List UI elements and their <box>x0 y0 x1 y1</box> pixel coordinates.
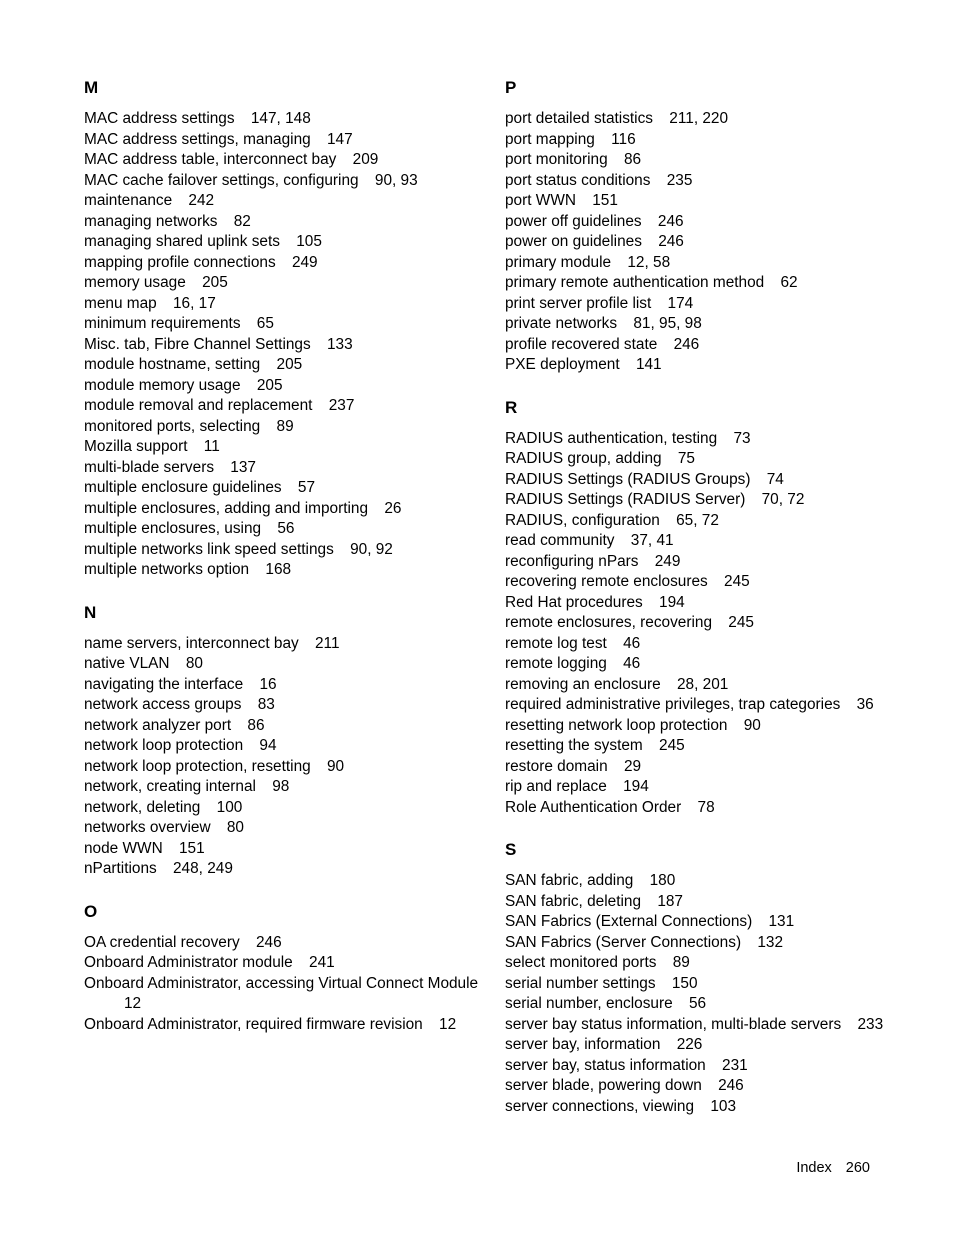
index-section-s <box>505 840 885 1117</box>
index-entry-term: Onboard Administrator, accessing Virtual Connect Module <box>84 974 479 992</box>
index-entry-term: server blade, powering down <box>505 1077 702 1094</box>
index-entry-term: required administrative privileges, trap categories <box>505 696 841 713</box>
index-entry-term: select monitored ports <box>505 954 657 971</box>
index-entry-term: memory usage <box>84 274 186 291</box>
index-entry-term: port monitoring <box>505 151 608 168</box>
index-entry-term: multiple enclosures, using <box>84 520 262 537</box>
section-spacer <box>84 880 484 902</box>
index-entry-page-link[interactable]: 131 <box>768 913 795 930</box>
index-entry-term: module hostname, setting <box>84 356 261 373</box>
index-entry <box>505 511 885 532</box>
index-entry-term: SAN fabric, deleting <box>505 892 642 910</box>
index-entry <box>505 974 885 995</box>
index-entry-term: MAC address settings, managing <box>84 130 311 148</box>
index-entry-term: SAN fabric, adding <box>505 872 634 889</box>
section-spacer <box>505 376 885 398</box>
index-entry-page-link[interactable]: 116 <box>611 130 636 148</box>
index-entry-page-link[interactable]: 90 <box>743 716 761 734</box>
index-entry <box>84 253 484 274</box>
index-entry <box>505 449 885 470</box>
index-entry <box>505 572 885 593</box>
index-entry-term: remote logging <box>505 655 607 672</box>
page-footer <box>796 1158 870 1178</box>
index-entry-term: multi-blade servers <box>84 458 215 476</box>
section-spacer <box>505 818 885 840</box>
index-entry-page-link[interactable]: 28, 201 <box>676 675 729 693</box>
index-entry <box>84 634 484 655</box>
index-entry-page-link[interactable]: 29 <box>623 757 642 775</box>
index-entry-page-link[interactable]: 249 <box>654 552 681 570</box>
index-entry-term: RADIUS authentication, testing <box>505 429 718 447</box>
index-entry-page-link[interactable]: 174 <box>667 294 694 312</box>
index-entry-page-link[interactable]: 194 <box>623 778 649 795</box>
index-section-o <box>84 902 484 1036</box>
index-entry-list <box>84 109 484 581</box>
section-letter-heading: O <box>84 901 98 921</box>
index-section-r <box>505 398 885 819</box>
index-entry <box>505 933 885 954</box>
index-entry-page-link[interactable]: 57 <box>297 479 316 496</box>
index-entry-page-link[interactable]: 249 <box>291 253 318 271</box>
index-entry-page-link[interactable]: 194 <box>659 593 685 611</box>
index-entry-term: MAC cache failover settings, configuring <box>84 171 359 189</box>
index-entry-page-link[interactable]: 237 <box>328 397 355 414</box>
index-entry-page-link[interactable]: 137 <box>230 458 256 476</box>
index-entry-page-link[interactable]: 89 <box>276 417 294 435</box>
index-entry <box>505 777 885 798</box>
index-entry <box>84 130 484 151</box>
index-entry <box>505 253 885 274</box>
page-number: 260 <box>845 1160 870 1176</box>
index-entry-page-link[interactable]: 86 <box>247 716 265 734</box>
index-entry-page-link[interactable]: 73 <box>733 429 751 447</box>
index-entry-term: SAN Fabrics (External Connections) <box>505 913 753 930</box>
index-entry-page-link[interactable]: 245 <box>724 573 750 590</box>
index-entry <box>84 798 484 819</box>
index-entry <box>84 478 484 499</box>
index-entry-list <box>505 871 885 1117</box>
index-entry-term: Role Authentication Order <box>505 798 682 816</box>
index-entry-page-link[interactable]: 235 <box>666 171 693 189</box>
index-entry <box>84 335 484 356</box>
index-entry-term: serial number, enclosure <box>505 995 673 1012</box>
index-entry-term: monitored ports, selecting <box>84 417 261 435</box>
footer-label: Index <box>796 1160 832 1176</box>
index-section-p <box>505 78 885 376</box>
index-entry <box>84 933 484 954</box>
index-entry <box>84 540 484 561</box>
index-entry <box>84 171 484 192</box>
index-entry-term: network analyzer port <box>84 716 232 734</box>
index-entry-page-link[interactable]: 82 <box>233 212 251 230</box>
index-entry-page-link[interactable]: 65, 72 <box>676 511 719 529</box>
index-entry-page-link[interactable]: 147, 148 <box>250 110 311 127</box>
index-entry-term: private networks <box>505 315 618 332</box>
left-index-column <box>84 78 484 1035</box>
index-entry-page-link[interactable]: 245 <box>659 737 685 754</box>
index-entry-page-link[interactable]: 205 <box>202 274 228 291</box>
index-entry-term: name servers, interconnect bay <box>84 634 299 652</box>
index-entry-term: multiple enclosures, adding and importing <box>84 499 369 517</box>
index-entry <box>505 552 885 573</box>
index-entry <box>84 314 484 335</box>
index-entry-term: managing shared uplink sets <box>84 233 280 250</box>
index-entry-term: minimum requirements <box>84 315 241 332</box>
index-section-m <box>84 78 484 581</box>
index-entry <box>84 458 484 479</box>
index-entry <box>84 777 484 798</box>
index-entry-term: menu map <box>84 294 157 312</box>
index-entry-page-link[interactable]: 226 <box>676 1036 703 1053</box>
index-entry <box>505 736 885 757</box>
index-entry <box>505 1097 885 1118</box>
section-letter-heading: S <box>505 840 517 859</box>
index-entry-term: multiple networks option <box>84 561 250 578</box>
index-entry <box>505 613 885 634</box>
index-entry-page-link[interactable]: 98 <box>272 778 290 795</box>
index-entry-term: power on guidelines <box>505 233 642 250</box>
index-entry <box>505 892 885 913</box>
index-entry-page-link[interactable]: 12 <box>124 995 142 1012</box>
index-entry-page-link[interactable]: 56 <box>688 995 707 1012</box>
index-entry-page-link[interactable]: 151 <box>592 192 618 209</box>
index-entry <box>505 675 885 696</box>
index-entry <box>505 531 885 552</box>
index-entry <box>505 490 885 511</box>
index-entry-term: managing networks <box>84 212 218 230</box>
index-entry-page-link[interactable]: 103 <box>710 1097 737 1115</box>
index-entry-page-link[interactable]: 187 <box>657 892 683 910</box>
index-entry-page-link[interactable]: 46 <box>623 634 641 652</box>
index-entry <box>84 499 484 520</box>
index-entry-term: Misc. tab, Fibre Channel Settings <box>84 335 311 353</box>
index-entry-page-link[interactable]: 248, 249 <box>173 860 233 877</box>
index-entry-page-link[interactable]: 86 <box>623 151 642 168</box>
index-entry <box>84 109 484 130</box>
index-entry <box>84 417 484 438</box>
index-entry <box>84 519 484 540</box>
index-entry-list <box>84 933 484 1036</box>
section-letter-heading: R <box>505 397 518 417</box>
index-entry <box>505 130 885 151</box>
index-entry-page-link[interactable]: 80 <box>185 655 203 672</box>
index-entry-term: native VLAN <box>84 655 170 672</box>
index-entry <box>505 654 885 675</box>
index-entry-page-link[interactable]: 90, 92 <box>350 540 393 558</box>
index-entry <box>505 912 885 933</box>
index-entry <box>505 1076 885 1097</box>
index-entry-term: read community <box>505 532 615 549</box>
index-entry-term: nPartitions <box>84 860 157 877</box>
index-entry <box>84 818 484 839</box>
index-entry-page-link[interactable]: 242 <box>188 192 215 209</box>
right-index-column <box>505 78 885 1117</box>
index-entry-term: port WWN <box>505 192 576 209</box>
index-entry <box>505 429 885 450</box>
index-entry-page-link[interactable]: 75 <box>677 450 695 467</box>
index-entry-term: multiple networks link speed settings <box>84 540 334 558</box>
index-entry-page-link[interactable]: 89 <box>672 954 690 971</box>
index-entry <box>84 355 484 376</box>
index-entry-page-link[interactable]: 80 <box>226 819 244 836</box>
index-entry-page-link[interactable]: 65 <box>256 315 274 332</box>
index-entry-term: MAC address table, interconnect bay <box>84 151 337 168</box>
index-entry <box>84 716 484 737</box>
index-entry <box>505 1035 885 1056</box>
index-entry-term: mapping profile connections <box>84 253 276 271</box>
index-entry-page-link[interactable]: 78 <box>697 798 715 816</box>
index-entry <box>84 974 484 1015</box>
index-entry-term: recovering remote enclosures <box>505 573 708 590</box>
index-entry <box>505 695 885 716</box>
index-entry <box>84 839 484 860</box>
index-entry <box>84 294 484 315</box>
index-entry-term: RADIUS, configuration <box>505 511 660 529</box>
index-entry <box>505 757 885 778</box>
section-letter-heading: N <box>84 602 97 622</box>
index-entry-page-link[interactable]: 151 <box>178 839 205 857</box>
index-entry <box>505 171 885 192</box>
index-entry-page-link[interactable]: 70, 72 <box>761 491 805 508</box>
index-entry-page-link[interactable]: 16 <box>259 675 277 693</box>
index-entry-page-link[interactable]: 246 <box>657 212 684 230</box>
index-entry-term: SAN Fabrics (Server Connections) <box>505 933 742 951</box>
index-entry <box>84 376 484 397</box>
index-entry <box>84 396 484 417</box>
index-entry <box>84 150 484 171</box>
index-entry-page-link[interactable]: 147 <box>326 130 353 148</box>
index-entry-page-link[interactable]: 90 <box>327 757 345 775</box>
index-entry-page-link[interactable]: 132 <box>757 933 784 951</box>
index-entry-term: navigating the interface <box>84 675 244 693</box>
index-entry-page-link[interactable]: 90, 93 <box>374 171 418 189</box>
index-entry-term: module memory usage <box>84 376 241 394</box>
index-entry <box>84 437 484 458</box>
index-entry-page-link[interactable]: 12, 58 <box>627 253 671 271</box>
index-entry-term: Onboard Administrator module <box>84 954 293 971</box>
index-entry-term: RADIUS group, adding <box>505 450 662 467</box>
index-entry-page-link[interactable]: 16, 17 <box>173 294 216 312</box>
index-entry-term: module removal and replacement <box>84 397 313 414</box>
index-entry-term: rip and replace <box>505 778 607 795</box>
index-entry-term: server bay status information, multi-blade servers <box>505 1015 842 1033</box>
index-entry-page-link[interactable]: 11 <box>203 438 220 455</box>
index-entry-term: network, deleting <box>84 798 201 816</box>
index-entry <box>84 560 484 581</box>
index-entry-term: network access groups <box>84 696 242 713</box>
index-entry-page-link[interactable]: 56 <box>277 520 295 537</box>
index-entry <box>505 634 885 655</box>
index-entry <box>505 150 885 171</box>
index-entry-term: PXE deployment <box>505 356 620 373</box>
index-entry-page-link[interactable]: 233 <box>857 1015 884 1033</box>
index-entry <box>505 798 885 819</box>
index-entry-term: RADIUS Settings (RADIUS Groups) <box>505 470 751 488</box>
index-entry-term: maintenance <box>84 192 173 209</box>
index-entry <box>505 232 885 253</box>
index-entry-page-link[interactable]: 246 <box>718 1077 744 1094</box>
index-entry-page-link[interactable]: 74 <box>766 470 784 488</box>
index-entry-term: multiple enclosure guidelines <box>84 479 282 496</box>
index-entry-page-link[interactable]: 81, 95, 98 <box>633 315 702 332</box>
index-entry-term: network loop protection <box>84 737 244 754</box>
index-entry <box>84 695 484 716</box>
index-entry-list <box>505 109 885 376</box>
index-entry <box>505 716 885 737</box>
index-section-n <box>84 603 484 880</box>
index-entry-term: network loop protection, resetting <box>84 757 311 775</box>
index-entry-page-link[interactable]: 100 <box>216 798 243 816</box>
index-entry <box>505 212 885 233</box>
index-entry <box>505 1056 885 1077</box>
index-entry-page-link[interactable]: 205 <box>276 356 303 373</box>
index-entry-page-link[interactable]: 141 <box>635 356 662 373</box>
index-entry-term: print server profile list <box>505 294 652 312</box>
index-entry-term: power off guidelines <box>505 212 642 230</box>
index-entry-page-link[interactable]: 246 <box>673 335 700 353</box>
index-entry-term: Onboard Administrator, required firmware revision <box>84 1015 423 1033</box>
index-entry-page-link[interactable]: 231 <box>722 1056 748 1074</box>
index-entry-list <box>505 429 885 819</box>
index-entry-page-link[interactable]: 246 <box>658 233 684 250</box>
index-entry <box>505 191 885 212</box>
index-entry <box>84 953 484 974</box>
index-entry-term: Red Hat procedures <box>505 593 643 611</box>
index-entry <box>505 1015 885 1036</box>
index-entry-page-link[interactable]: 211 <box>315 634 340 652</box>
index-entry <box>84 654 484 675</box>
index-entry-page-link[interactable]: 211, 220 <box>669 110 729 127</box>
index-entry-term: server bay, information <box>505 1036 661 1053</box>
index-entry-term: profile recovered state <box>505 335 658 353</box>
index-entry-page-link[interactable]: 46 <box>623 655 641 672</box>
index-entry-term: primary remote authentication method <box>505 274 765 291</box>
index-entry-term: remote log test <box>505 634 607 652</box>
index-entry-term: primary module <box>505 253 612 271</box>
index-entry-page-link[interactable]: 12 <box>439 1015 457 1033</box>
index-entry-term: MAC address settings <box>84 110 235 127</box>
index-entry-page-link[interactable]: 241 <box>309 954 335 971</box>
index-entry-page-link[interactable]: 37, 41 <box>630 532 674 549</box>
index-entry <box>505 314 885 335</box>
index-entry <box>505 355 885 376</box>
index-entry-page-link[interactable]: 83 <box>257 696 275 713</box>
index-entry <box>84 736 484 757</box>
index-entry <box>84 232 484 253</box>
index-entry-list <box>84 634 484 880</box>
index-entry <box>84 859 484 880</box>
index-entry-term: port status conditions <box>505 171 651 189</box>
index-entry-term: serial number settings <box>505 974 656 992</box>
index-entry-term: remote enclosures, recovering <box>505 614 713 631</box>
index-entry-term: Mozilla support <box>84 438 188 455</box>
index-entry-page-link[interactable]: 26 <box>384 499 402 517</box>
index-entry <box>84 757 484 778</box>
index-entry <box>505 294 885 315</box>
index-entry-term: resetting network loop protection <box>505 716 728 734</box>
index-entry <box>505 994 885 1015</box>
index-entry-page-link[interactable]: 168 <box>265 561 292 578</box>
index-entry-page-link[interactable]: 180 <box>649 872 676 889</box>
index-entry-term: removing an enclosure <box>505 675 661 693</box>
index-entry-term: RADIUS Settings (RADIUS Server) <box>505 491 746 508</box>
index-entry-page-link[interactable]: 245 <box>728 614 754 631</box>
index-entry <box>505 470 885 491</box>
index-entry <box>84 212 484 233</box>
index-entry-term: network, creating internal <box>84 778 256 795</box>
section-letter-heading: M <box>84 78 99 97</box>
index-entry-page-link[interactable]: 94 <box>259 737 277 754</box>
index-entry <box>84 1015 484 1036</box>
index-entry <box>505 273 885 294</box>
index-entry <box>505 109 885 130</box>
index-entry-page-link[interactable]: 62 <box>780 274 798 291</box>
index-entry <box>84 273 484 294</box>
index-entry <box>505 593 885 614</box>
section-spacer <box>84 581 484 603</box>
index-entry-term: server bay, status information <box>505 1056 706 1074</box>
index-entry-page-link[interactable]: 105 <box>296 233 322 250</box>
index-entry-page-link[interactable]: 133 <box>326 335 353 353</box>
index-entry-page-link[interactable]: 36 <box>856 696 874 713</box>
index-entry <box>505 871 885 892</box>
index-entry <box>84 191 484 212</box>
index-entry-term: server connections, viewing <box>505 1097 695 1115</box>
index-entry-term: networks overview <box>84 819 211 836</box>
index-entry-term: port detailed statistics <box>505 110 653 127</box>
index-entry-page-link[interactable]: 246 <box>255 933 282 951</box>
index-entry-page-link[interactable]: 150 <box>671 974 698 992</box>
index-entry-term: node WWN <box>84 839 163 857</box>
index-entry-term: reconfiguring nPars <box>505 552 639 570</box>
index-entry-page-link[interactable]: 205 <box>256 376 283 394</box>
index-entry-term: restore domain <box>505 757 608 775</box>
index-entry-term: OA credential recovery <box>84 933 240 951</box>
index-entry-term: port mapping <box>505 130 595 148</box>
index-entry-term: resetting the system <box>505 737 643 754</box>
index-entry-page-link[interactable]: 209 <box>352 151 379 168</box>
index-entry <box>505 335 885 356</box>
index-entry <box>84 675 484 696</box>
index-entry <box>505 953 885 974</box>
section-letter-heading: P <box>505 78 517 97</box>
